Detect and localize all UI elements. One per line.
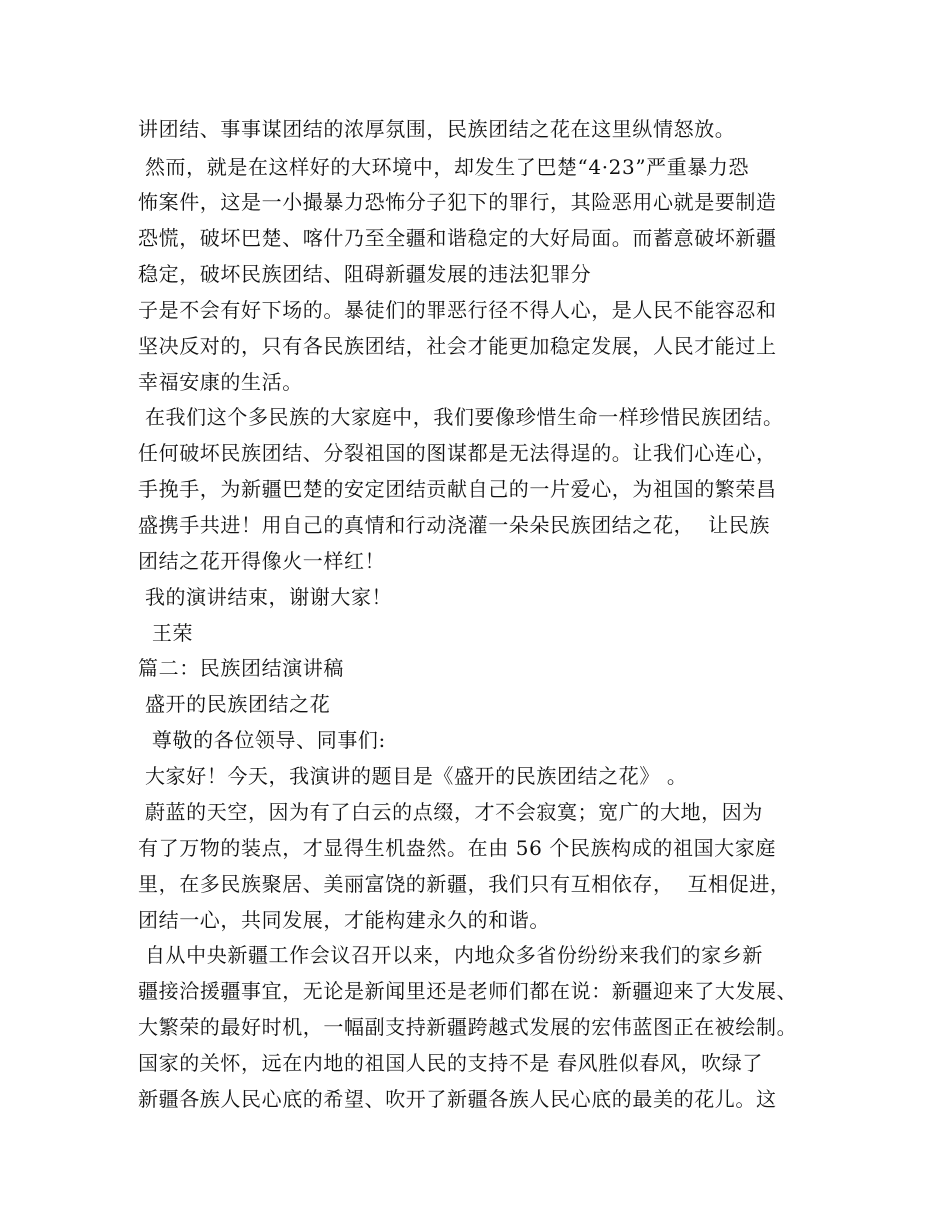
text-line: 稳定，破坏民族团结、阻碍新疆发展的违法犯罪分 <box>138 262 592 286</box>
text-line: 有了万物的装点，才显得生机盎然。在由 56 个民族构成的祖国大家庭 <box>138 836 776 860</box>
text-line: 我的演讲结束，谢谢大家！ <box>138 585 393 609</box>
section-heading: 篇二：民族团结演讲稿 <box>138 656 344 680</box>
author-name: 王荣 <box>138 621 194 645</box>
text-line: 疆接洽援疆事宜，无论是新闻里还是老师们都在说：新疆迎来了大发展、 <box>138 979 798 1003</box>
text-line: 大繁荣的最好时机，一幅副支持新疆跨越式发展的宏伟蓝图正在被绘制。 <box>138 1015 798 1039</box>
text-line: 幸福安康的生活。 <box>138 370 303 394</box>
text-line: 讲团结、事事谋团结的浓厚氛围，民族团结之花在这里纵情怒放。 <box>138 117 736 141</box>
text-line: 新疆各族人民心底的希望、吹开了新疆各族人民心底的最美的花儿。这 <box>138 1087 777 1111</box>
text-line: 任何破坏民族团结、分裂祖国的图谋都是无法得逞的。让我们心连心， <box>138 441 777 465</box>
text-line: 团结之花开得像火一样红！ <box>138 549 386 573</box>
salutation: 尊敬的各位领导、同事们: <box>138 728 386 752</box>
text-line: 子是不会有好下场的。暴徒们的罪恶行径不得人心，是人民不能容忍和 <box>138 298 777 322</box>
text-line: 盛携手共进！用自己的真情和行动浇灌一朵朵民族团结之花， 让民族 <box>138 513 770 537</box>
text-line: 里，在多民族聚居、美丽富饶的新疆，我们只有互相依存， 互相促进， <box>138 872 791 896</box>
text-line: 蔚蓝的天空，因为有了白云的点缀，才不会寂寞；宽广的大地，因为 <box>138 800 763 824</box>
speech-title: 盛开的民族团结之花 <box>138 692 331 716</box>
text-line: 团结一心，共同发展，才能构建永久的和谐。 <box>138 908 550 932</box>
text-line: 然而，就是在这样好的大环境中，却发生了巴楚“4·23”严重暴力恐 <box>138 155 750 179</box>
text-line: 国家的关怀，远在内地的祖国人民的支持不是 春风胜似春风，吹绿了 <box>138 1051 763 1075</box>
text-line: 手挽手，为新疆巴楚的安定团结贡献自己的一片爱心，为祖国的繁荣昌 <box>138 477 777 501</box>
text-line: 自从中央新疆工作会议召开以来，内地众多省份纷纷来我们的家乡新 <box>138 943 763 967</box>
text-line: 大家好！今天，我演讲的题目是《盛开的民族团结之花》 。 <box>138 764 688 788</box>
text-line: 在我们这个多民族的大家庭中，我们要像珍惜生命一样珍惜民族团结。 <box>138 405 784 429</box>
text-line: 怖案件，这是一小撮暴力恐怖分子犯下的罪行，其险恶用心就是要制造 <box>138 190 777 214</box>
text-line: 恐慌，破坏巴楚、喀什乃至全疆和谐稳定的大好局面。而蓄意破坏新疆 <box>138 226 777 250</box>
text-line: 坚决反对的，只有各民族团结，社会才能更加稳定发展，人民才能过上 <box>138 334 777 358</box>
